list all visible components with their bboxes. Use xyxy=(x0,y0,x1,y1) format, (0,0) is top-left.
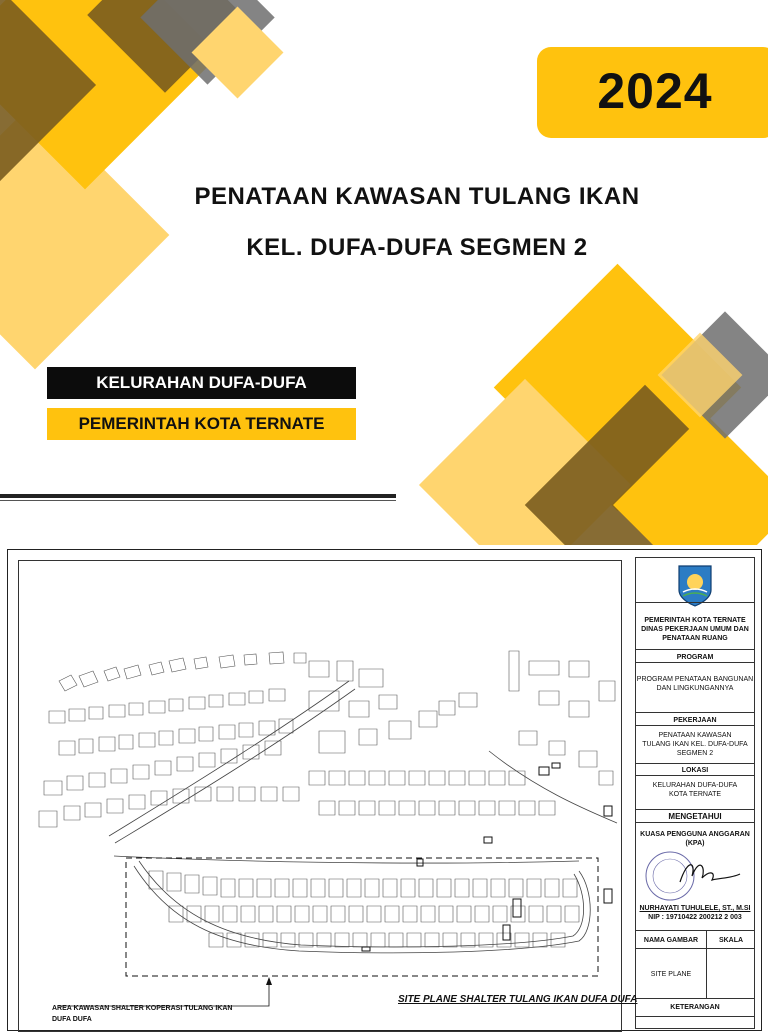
site-plan-drawing xyxy=(19,561,621,1031)
location-label: LOKASI xyxy=(681,767,709,774)
work-line-2: TULANG IKAN KEL. DUFA-DUFA xyxy=(642,741,748,748)
work-line-1: PENATAAN KAWASAN xyxy=(658,732,732,739)
title-line-1: PENATAAN KAWASAN TULANG IKAN xyxy=(194,183,640,210)
signer-name: NURHAYATI TUHULELE, ST., M.SI xyxy=(639,905,751,912)
drawing-name: SITE PLANE xyxy=(650,971,692,978)
tb-divider xyxy=(636,809,754,810)
official-stamp-and-signature xyxy=(640,848,750,904)
title-block xyxy=(635,557,755,1029)
work-line-3: SEGMEN 2 xyxy=(676,750,714,757)
tb-divider xyxy=(636,725,754,726)
org-line-3: PENATAAN RUANG xyxy=(662,635,728,642)
tb-divider xyxy=(636,775,754,776)
tb-divider xyxy=(636,763,754,764)
project-boundary xyxy=(126,858,598,976)
program-line-1: PROGRAM PENATAAN BANGUNAN xyxy=(636,676,754,683)
tb-divider xyxy=(636,948,754,949)
tb-divider xyxy=(636,822,754,823)
drawing-name-label: NAMA GAMBAR xyxy=(643,937,699,944)
org-line-1: PEMERINTAH KOTA TERNATE xyxy=(644,617,746,624)
area-note-line-1: AREA KAWASAN SHALTER KOPERASI TULANG IKAN xyxy=(52,1005,233,1012)
signer-nip: NIP : 19710422 200212 2 003 xyxy=(648,914,742,921)
leader-line xyxy=(59,979,269,1006)
program-line-2: DAN LINGKUNGANNYA xyxy=(656,685,734,692)
tb-divider xyxy=(636,662,754,663)
leader-arrow xyxy=(266,977,272,985)
tb-divider xyxy=(636,712,754,713)
tb-divider xyxy=(636,998,754,999)
drawing-frame xyxy=(18,560,622,1032)
tb-divider xyxy=(636,930,754,931)
tb-divider xyxy=(636,602,754,603)
program-label: PROGRAM xyxy=(676,654,714,661)
site-plan-title: SITE PLANE SHALTER TULANG IKAN DUFA DUFA xyxy=(398,994,638,1005)
kelurahan-tag: KELURAHAN DUFA-DUFA xyxy=(47,367,356,399)
year-label: 2024 xyxy=(597,63,713,119)
shelter-markers xyxy=(362,763,612,951)
approved-label: MENGETAHUI xyxy=(668,812,722,821)
building-blocks xyxy=(39,651,615,947)
tb-divider xyxy=(636,649,754,650)
area-note-line-2: DUFA DUFA xyxy=(52,1016,92,1023)
work-label: PEKERJAAN xyxy=(673,717,717,724)
drawing-sheet xyxy=(7,549,762,1031)
divider-thick xyxy=(0,494,396,498)
location-line-2: KOTA TERNATE xyxy=(668,791,722,798)
org-line-2: DINAS PEKERJAAN UMUM DAN xyxy=(641,626,749,633)
tb-vertical-divider xyxy=(706,930,707,998)
divider-thin xyxy=(0,500,396,501)
scale-label: SKALA xyxy=(718,937,744,944)
area-note xyxy=(52,1003,242,1025)
notes-label: KETERANGAN xyxy=(670,1004,720,1011)
pemerintah-tag: PEMERINTAH KOTA TERNATE xyxy=(47,408,356,440)
kpa-line-2: (KPA) xyxy=(685,840,705,847)
title-line-2: KEL. DUFA-DUFA SEGMEN 2 xyxy=(246,234,588,261)
tb-divider xyxy=(636,1016,754,1017)
location-line-1: KELURAHAN DUFA-DUFA xyxy=(652,782,738,789)
kpa-line-1: KUASA PENGGUNA ANGGARAN xyxy=(640,831,750,838)
